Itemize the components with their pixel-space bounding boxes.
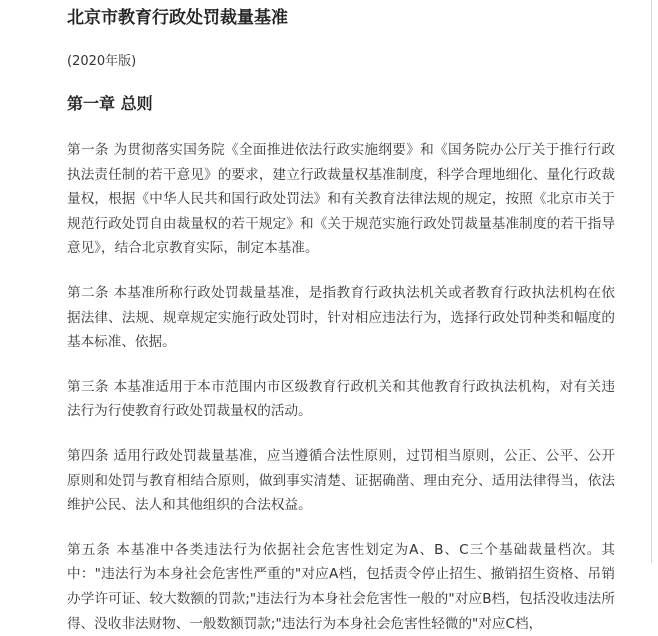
document-body (67, 0, 615, 636)
edition-label: (2020年版) (67, 54, 137, 69)
article-2: 第二条 本基准所称行政处罚裁量基准，是指教育行政执法机关或者教育行政执法机构在依据法律、法规、规章规定实施行政处罚时，针对相应违法行为，选择行政处罚种类和幅度的基本标准、依据。 (67, 284, 615, 351)
chapter-heading: 第一章 总则 (67, 94, 153, 113)
page-border (651, 0, 652, 563)
article-5: 第五条 本基准中各类违法行为依据社会危害性划定为A、B、C三个基础裁量档次。其中："违法行为本身社会危害性严重的"对应A档，包括责令停止招生、撤销招生资格、吊销办学许可证、较大数额的罚款;"违法行为本身社会危害性一般的"对应B档，包括没收违法所得、没收非法财物、一般数额罚款;"违法行为本身社会危害性轻微的"对应C档， (67, 541, 615, 632)
article-1: 第一条 为贯彻落实国务院《全面推进依法行政实施纲要》和《国务院办公厅关于推行行政执法责任制的若干意见》的要求，建立行政裁量权基准制度，科学合理地细化、量化行政裁量权，根据《中华人民共和国行政处罚法》和有关教育法律法规的规定，按照《北京市关于规范行政处罚自由裁量权的若干规定》和《关于规范实施行政处罚裁量基准制度的若干指导意见》，结合北京教育实际，制定本基准。 (67, 142, 615, 257)
document-title: 北京市教育行政处罚裁量基准 (67, 8, 288, 28)
article-4: 第四条 适用行政处罚裁量基准，应当遵循合法性原则，过罚相当原则，公正、公平、公开原则和处罚与教育相结合原则，做到事实清楚、证据确凿、理由充分、适用法律得当，依法维护公民、法人和其他组织的合法权益。 (67, 447, 615, 514)
article-3: 第三条 本基准适用于本市范围内市区级教育行政机关和其他教育行政执法机构，对有关违法行为行使教育行政处罚裁量权的活动。 (67, 378, 615, 420)
